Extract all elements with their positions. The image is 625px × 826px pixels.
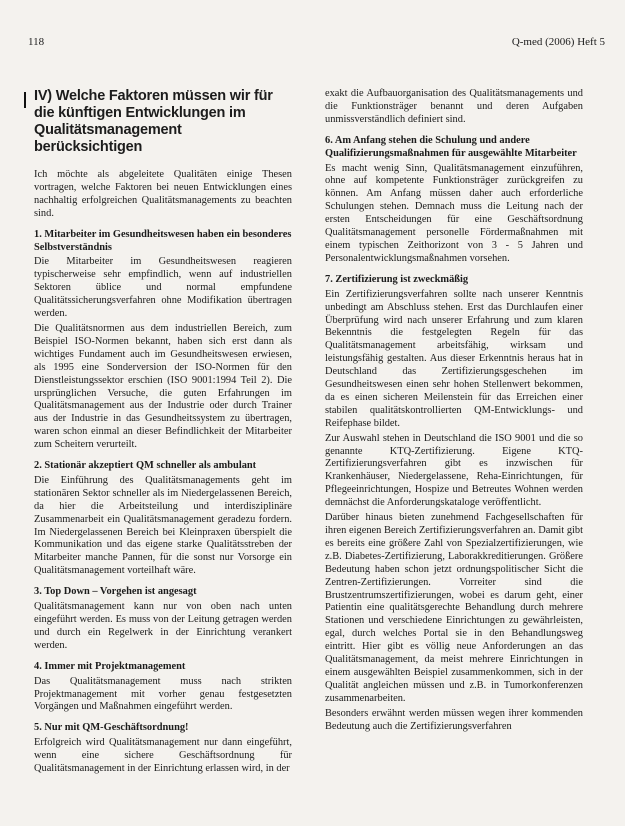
section-2-paragraph: Die Einführung des Qualitätsmanagements geht im stationären Sektor schneller als im Niedergelassenen Bereich, da hier die Arbeitsteilung und interdisziplinäre Zusammenarbeit ein Qualitätsmanagement geradezu fordern. Im Niedergelassenen Bereich bei Kleinpraxen überspielt die Kommunikation und das eigene starke Qualitätsstreben der Mitarbeiter manche Pannen, für die sonst nur Vorsorge ein Qualitätsmanagement vorteilhaft wäre. [34, 474, 292, 577]
section-4-paragraph: Das Qualitätsmanagement muss nach strikten Projektmanagement mit vorher genau festgesetzten Vorgängen und Maßnahmen eingeführt werden. [34, 675, 292, 713]
section-4-title: 4. Immer mit Projektmanagement [34, 660, 186, 672]
section-5-title: 5. Nur mit QM-Geschäftsordnung! [34, 722, 189, 734]
section-7-paragraph-2: Zur Auswahl stehen in Deutschland die ISO 9001 und die so genannte KTQ-Zertifizierung. Eigene KTQ-Zertifizierungsverfahren gibt es inzwischen für Krankenhäuser, Niedergelassene, Reha-Einrichtungen, für Pflegeeinrichtungen, Hospize und Betreutes Wohnen werden demnächst die Anforderungskataloge veröffentlicht. [325, 432, 583, 509]
section-1-paragraph-2: Die Qualitätsnormen aus dem industriellen Bereich, zum Beispiel ISO-Normen bekannt, haben sich erst dann als wichtiges Fundament auch im Gesundheitswesen erwiesen, als 1995 eine Sonderversion der ISO-Normen für den Dienstleistungssektor erschien (ISO 9001:1994 Teil 2). Die ursprünglichen Versuche, die guten Erfahrungen im Qualitätsmanagement aus der Industrie oder durch Trainer aus der Industrie in das Gesundheitssystem zu übertragen, waren schon einmal an dieser Befindlichkeit der Mitarbeiter zum Scheitern verurteilt. [34, 322, 292, 451]
page-header [28, 36, 605, 50]
section-marker-bar [24, 92, 26, 108]
section-7-paragraph-4: Besonders erwähnt werden müssen wegen ihrer kommenden Bedeutung auch die Zertifizierungsverfahren [325, 707, 583, 732]
section-5-paragraph: Erfolgreich wird Qualitätsmanagement nur dann eingeführt, wenn eine sichere Geschäftsordnung für Qualitätsmanagement in der Einrichtung erlassen wird, in der [34, 737, 292, 775]
article-title: IV) Welche Faktoren müssen wir für die künftigen Entwicklungen im Qualitätsmanagement berücksichtigen [34, 88, 273, 155]
section-7-paragraph-3: Darüber hinaus bieten zunehmend Fachgesellschaften für ihren eigenen Bereich Zertifizierungsverfahren an. Damit gibt es bereits eine größere Zahl von Spezialzertifizierungen, wie z.B. Diabetes-Zertifizierung, Laborakkreditierungen. Größere Bedeutung haben schon jetzt ordnungspolitischer Sicht die Zentren-Zertifizierungen. Vorreiter sind die Brustzentrumszertifizierungen, wobei es darum geht, einer Patientin eine qualitätsgerechte Behandlung durch mehrere Stationen und verschiedene Einrichtungen zu gewährleisten, egal, durch welches Portal sie in den Behandlungsweg eintritt. Hier gibt es völlig neue Anforderungen an das Qualitätsmanagement, da meist mehrere Einrichtungen in einem ausgewählten Beispiel zusammenkommen, sich in der Qualität angleichen müssen und z.B. in Tumorkonferenzen zusammenarbeiten. [325, 512, 583, 704]
intro-paragraph: Ich möchte als abgeleitete Qualitäten einige Thesen vortragen, welche Faktoren bei neuen Entwicklungen eines nachhaltig erfolgreichen Qualitätsmanagements zu beachten sind. [34, 169, 292, 219]
running-head: Q-med (2006) Heft 5 [511, 36, 605, 48]
section-3-title: 3. Top Down – Vorgehen ist angesagt [34, 586, 197, 598]
section-2-title: 2. Stationär akzeptiert QM schneller als ambulant [34, 460, 257, 472]
section-1-paragraph-1: Die Mitarbeiter im Gesundheitswesen reagieren typischerweise sehr empfindlich, wenn auf industriellen Sektoren üblice und normal empfundene Qualitätssicherungsverfahren ohne Modifikation übertragen werden. [34, 256, 292, 320]
page-number: 118 [28, 36, 45, 48]
section-6-paragraph: Es macht wenig Sinn, Qualitätsmanagement einzuführen, ohne auf kompetente Funktionsträger zurückgreifen zu können. Am Anfang müssen daher auch erforderliche Schulungen stehen. Demnach muss die Leitung nach der ersten Entscheidungen für eine Geschäftsordnung Qualitätsmanagement personelle Fördermaßnahmen mit einem typischen Zeithorizont von 3 - 5 Jahren und Personalentwicklungsmaßnahmen vorsehen. [325, 162, 583, 264]
right-column [325, 88, 583, 736]
section-7-paragraph-1: Ein Zertifizierungsverfahren sollte nach unserer Kenntnis unbedingt am Abschluss stehen. Erst das Durchlaufen einer Überprüfung wird nach unserer Erfahrung und zum klaren Bekenntnis die festgelegten Regeln für das Qualitätsmanagement arbeitsfähig, wirksam und leistungsfähig gestalten. Aus dieser Erkenntnis heraus hat in Deutschland das Zertifizierungsgeschehen im Gesundheitswesen einen sehr hohen Stellenwert bekommen, da es einen sicheren Meilenstein für das Erreichen einer stabilen qualitätskontrollierten QM-Entwicklungs- und Reifephase bildet. [325, 288, 583, 429]
left-column [34, 88, 292, 778]
section-6-title: 6. Am Anfang stehen die Schulung und andere Qualifizierungsmaßnahmen für ausgewählte Mitarbeiter [325, 134, 577, 159]
section-7-title: 7. Zertifizierung ist zweckmäßig [325, 273, 469, 285]
section-3-paragraph: Qualitätsmanagement kann nur von oben nach unten eingeführt werden. Es muss von der Leitung getragen werden und durch ein Regelwerk in der Einrichtung verankert werden. [34, 601, 292, 651]
continued-paragraph: exakt die Aufbauorganisation des Qualitätsmanagements und die Funktionsträger benannt und deren Aufgaben unmissverständlich definiert sind. [325, 88, 583, 125]
section-1-title: 1. Mitarbeiter im Gesundheitswesen haben ein besonderes Selbstverständnis [34, 228, 292, 253]
